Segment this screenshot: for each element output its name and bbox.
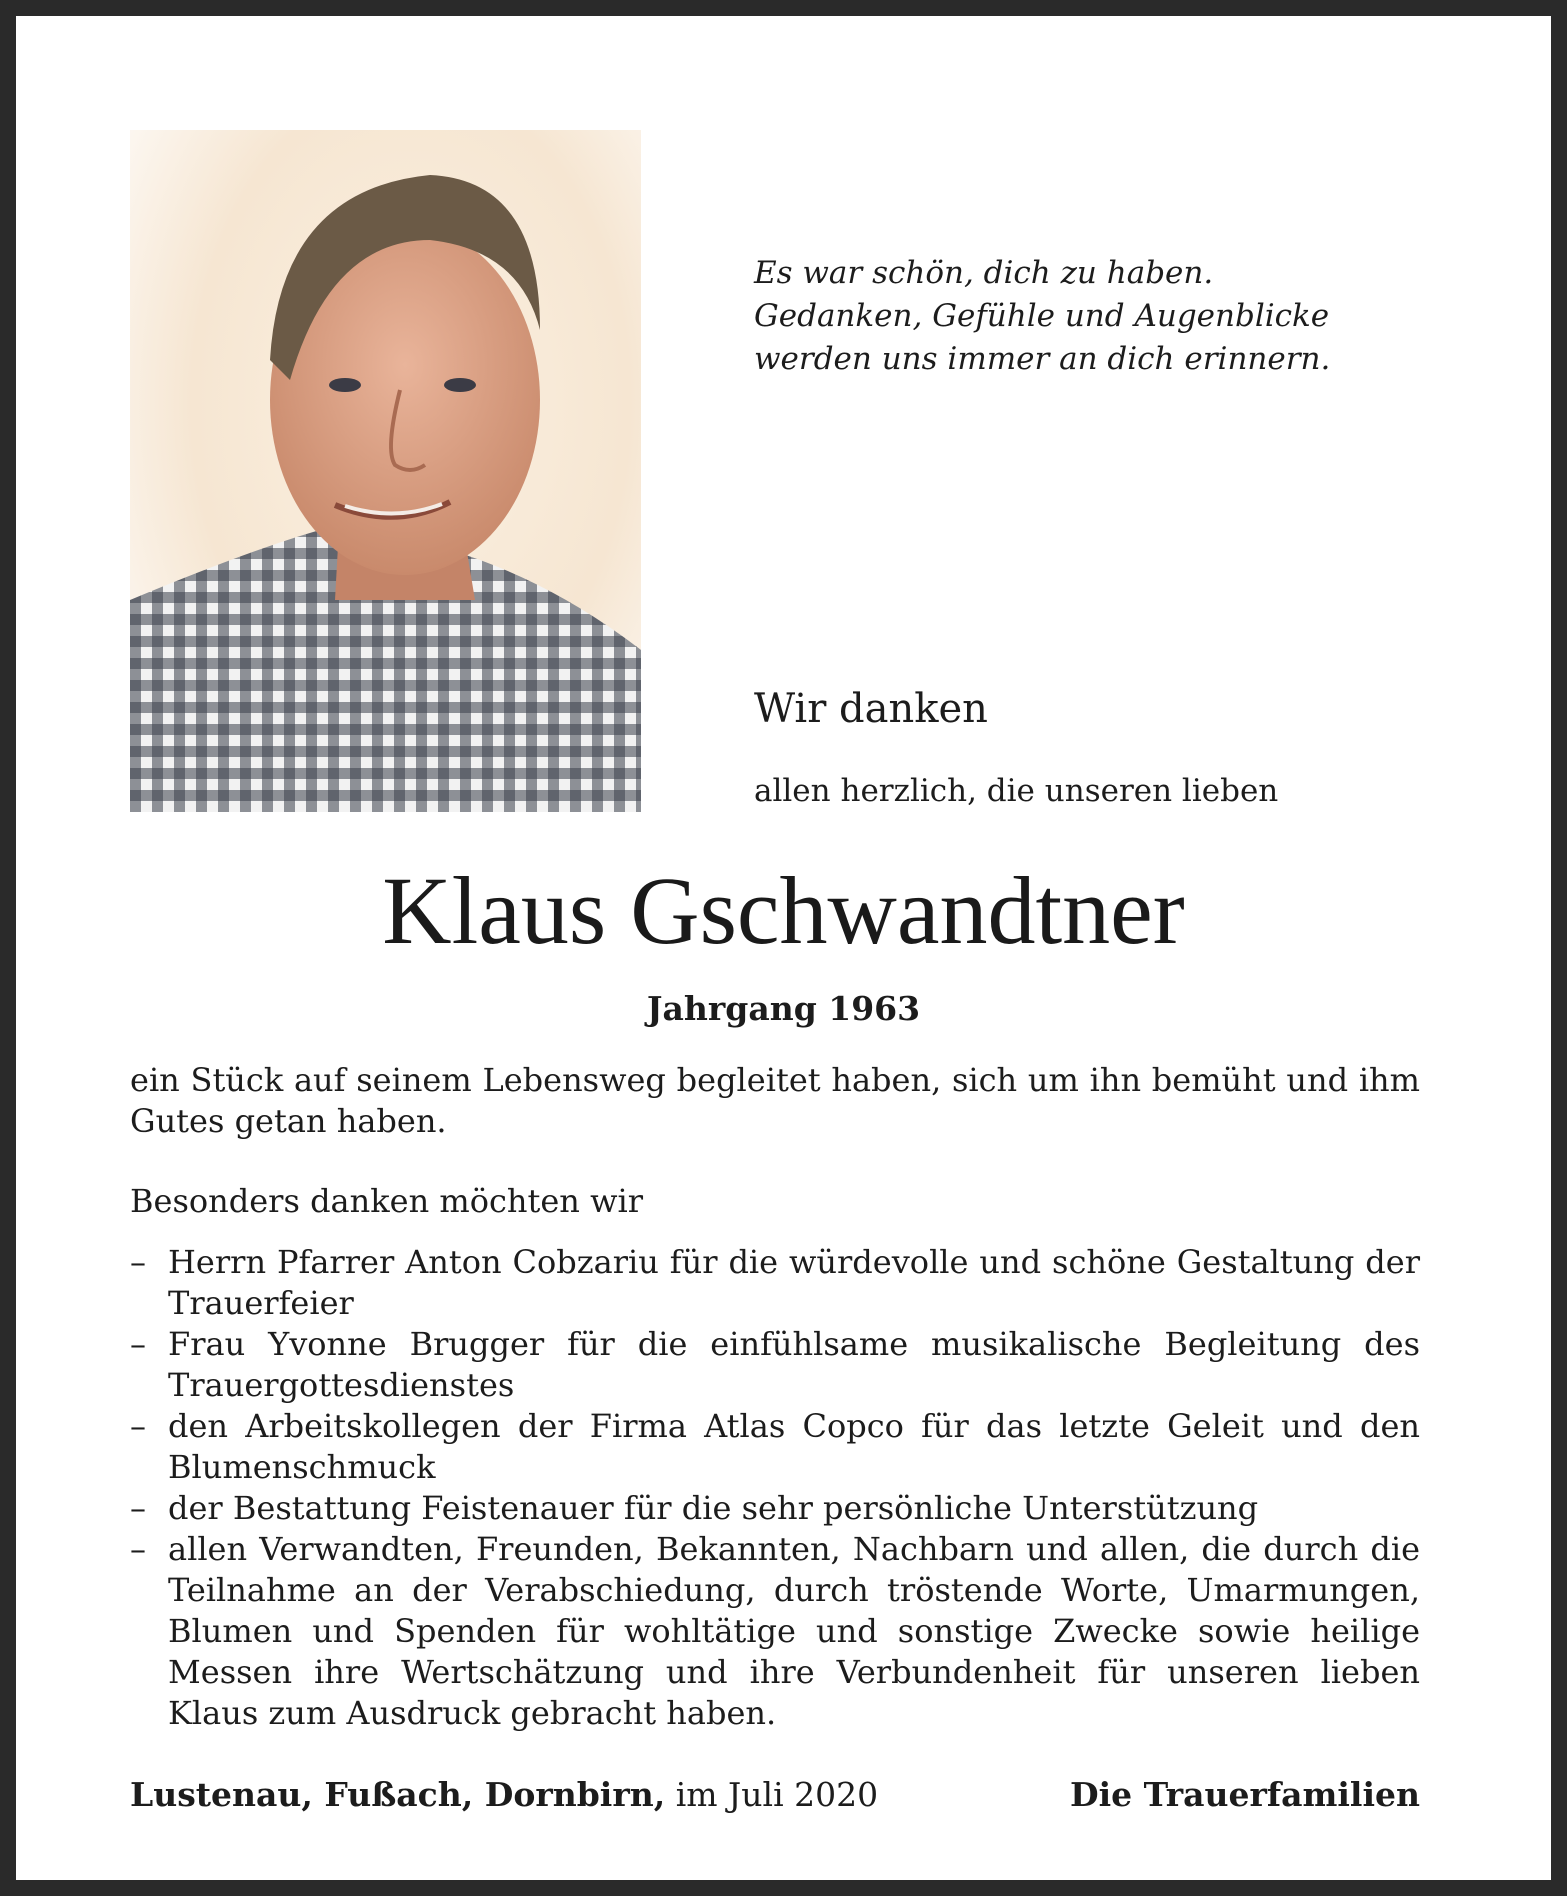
list-item	[130, 1488, 1420, 1529]
list-dash: –	[130, 1489, 146, 1527]
date: im Juli 2020	[665, 1775, 879, 1814]
list-dash: –	[130, 1243, 146, 1281]
portrait-illustration	[130, 130, 641, 812]
thanks-heading: Wir danken	[754, 686, 988, 732]
portrait-photo	[130, 130, 641, 812]
quote-line: Es war schön, dich zu haben.	[754, 255, 1214, 291]
memorial-quote	[754, 252, 1330, 381]
list-item-text: Herrn Pfarrer Anton Cobzariu für die würdevolle und schöne Gestaltung der Trauerfeier	[168, 1243, 1420, 1322]
list-item	[130, 1529, 1420, 1734]
list-item	[130, 1406, 1420, 1488]
list-item-text: den Arbeitskollegen der Firma Atlas Copco für das letzte Geleit und den Blumenschmuck	[168, 1407, 1420, 1486]
list-dash: –	[130, 1407, 146, 1445]
deceased-name: Klaus Gschwandtner	[382, 857, 1185, 964]
thanks-list	[130, 1242, 1420, 1734]
list-item-text: allen Verwandten, Freunden, Bekannten, Nachbarn und allen, die durch die Teilnahme an der Verabschiedung, durch tröstende Worte, Umarmungen, Blumen und Spenden für wohltätige und sonstige Zwecke sowie heilige Messen ihre Wertschätzung und ihre Verbundenheit für unseren lieben Klaus zum Ausdruck gebracht haben.	[168, 1530, 1420, 1732]
special-thanks-heading: Besonders danken möchten wir	[130, 1182, 643, 1220]
list-item-text: der Bestattung Feistenauer für die sehr persönliche Unterstützung	[168, 1489, 1259, 1527]
list-item	[130, 1242, 1420, 1324]
thanks-paragraph: ein Stück auf seinem Lebensweg begleitet haben, sich um ihn bemüht und ihm Gutes getan haben.	[130, 1061, 1420, 1140]
list-item-text: Frau Yvonne Brugger für die einfühlsame musikalische Begleitung des Trauergottesdienstes	[168, 1325, 1420, 1404]
quote-line: werden uns immer an dich erinnern.	[754, 341, 1331, 377]
thanks-intro: allen herzlich, die unseren lieben	[754, 773, 1279, 809]
signature: Die Trauerfamilien	[1069, 1775, 1420, 1814]
place-date	[130, 1774, 878, 1816]
list-dash: –	[130, 1530, 146, 1568]
birth-year: Jahrgang 1963	[646, 989, 921, 1028]
list-item	[130, 1324, 1420, 1406]
obituary-card	[16, 16, 1551, 1880]
quote-line: Gedanken, Gefühle und Augenblicke	[754, 298, 1330, 334]
list-dash: –	[130, 1325, 146, 1363]
places: Lustenau, Fußach, Dornbirn,	[130, 1775, 666, 1814]
